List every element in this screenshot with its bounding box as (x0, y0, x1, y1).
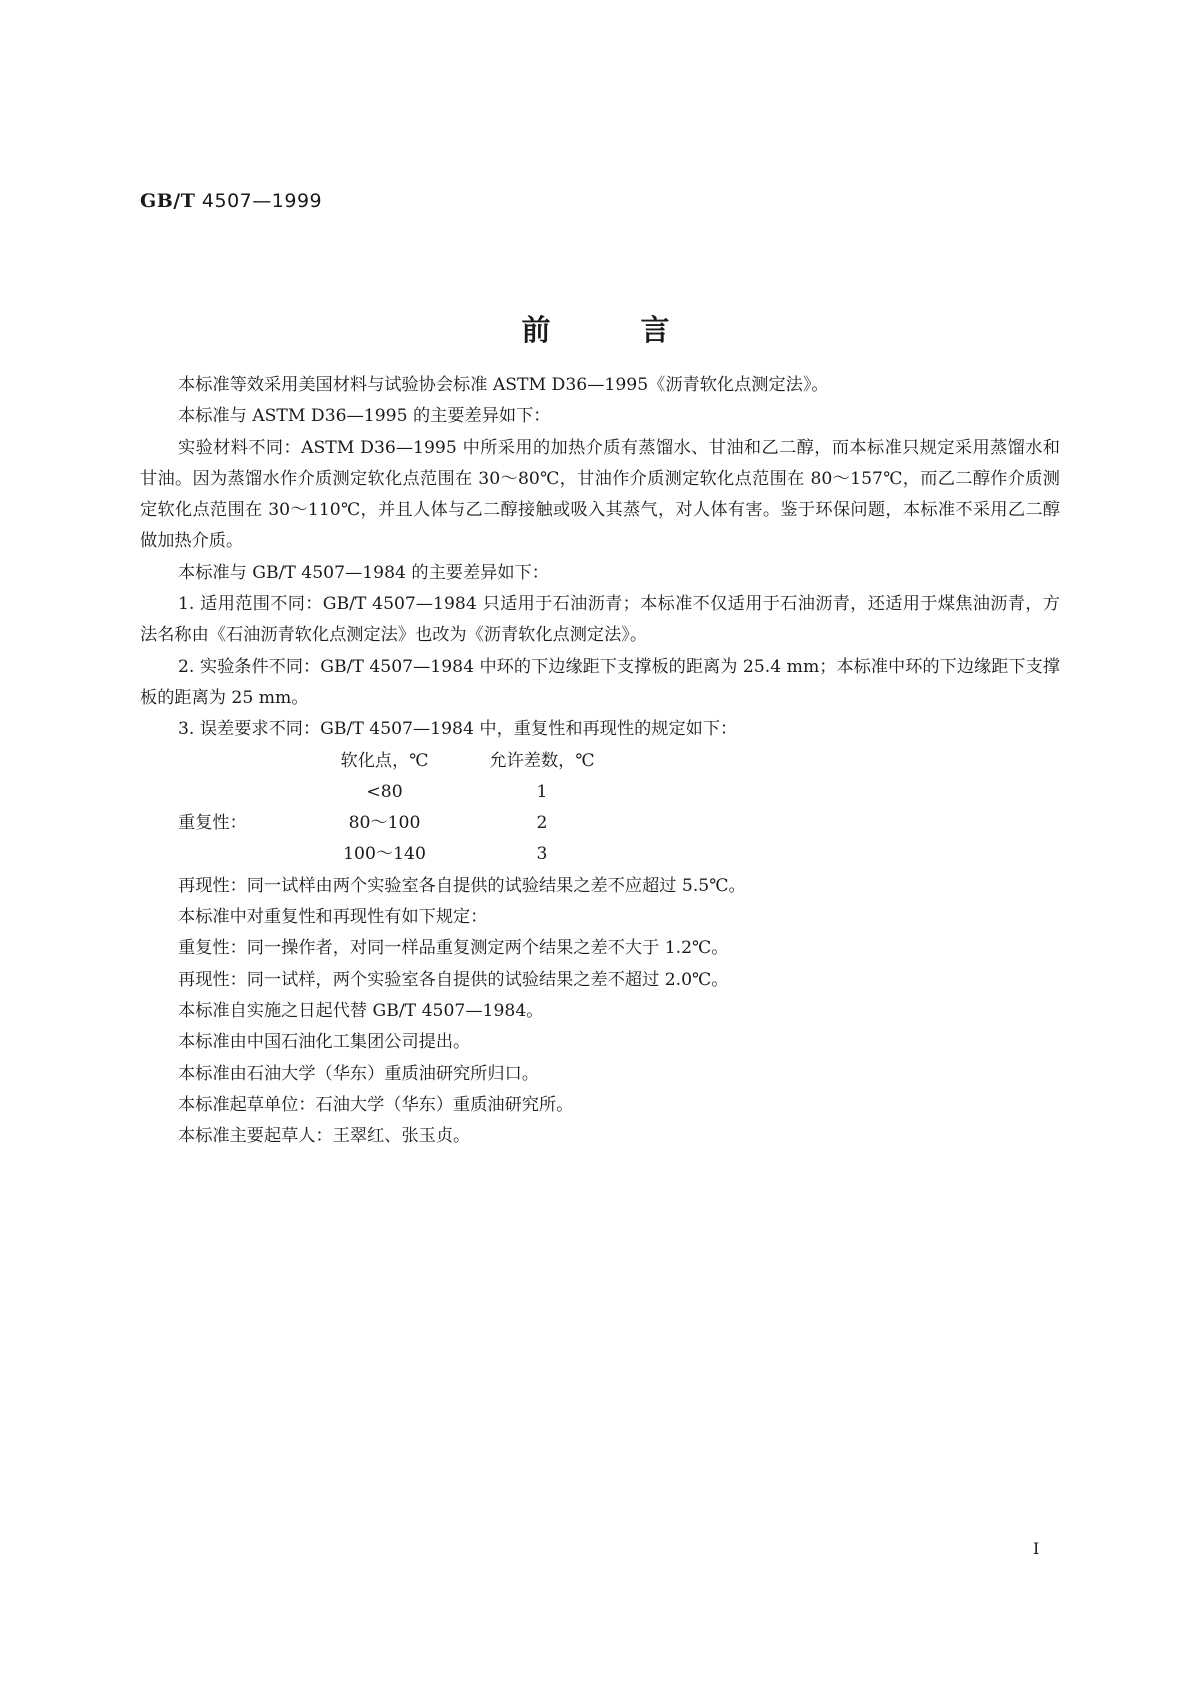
table-row (140, 777, 617, 808)
tolerance-table (140, 746, 617, 871)
page-title: 前言 (521, 313, 760, 347)
paragraph: 再现性：同一试样，两个实验室各自提供的试验结果之差不超过 2.0℃。 (178, 969, 729, 990)
table-row (140, 839, 617, 870)
column-header-tolerance: 允许差数，℃ (489, 750, 595, 771)
paragraph: 本标准自实施之日起代替 GB/T 4507—1984。 (178, 1000, 544, 1021)
paragraph: 再现性：同一试样由两个实验室各自提供的试验结果之差不应超过 5.5℃。 (178, 875, 746, 896)
document-body (140, 370, 1060, 1152)
column-header-softening-point: 软化点，℃ (340, 750, 429, 771)
standard-number: 4507—1999 (201, 190, 323, 212)
tolerance-cell: 2 (536, 813, 548, 834)
range-cell: 100～140 (343, 844, 426, 865)
repeatability-label: 重复性： (178, 813, 247, 834)
paragraph: 本标准由中国石油化工集团公司提出。 (178, 1032, 471, 1053)
range-cell: 80～100 (348, 813, 421, 834)
tolerance-cell: 1 (536, 781, 548, 802)
table-row (140, 808, 617, 839)
paragraph: 本标准起草单位：石油大学（华东）重质油研究所。 (178, 1094, 574, 1115)
standard-code: GB/T (140, 190, 196, 212)
page-number: I (1033, 1539, 1040, 1558)
paragraph: 本标准中对重复性和再现性有如下规定： (178, 907, 488, 928)
range-cell: <80 (366, 781, 403, 802)
paragraph: 重复性：同一操作者，对同一样品重复测定两个结果之差不大于 1.2℃。 (178, 938, 729, 959)
standard-code-header (140, 190, 322, 212)
tolerance-cell: 3 (536, 844, 548, 865)
paragraph: 2. 实验条件不同：GB/T 4507—1984 中环的下边缘距下支撑板的距离为 25.4 mm；本标准中环的下边缘距下支撑板的距离为 25 mm。 (140, 656, 1060, 708)
paragraph: 本标准由石油大学（华东）重质油研究所归口。 (178, 1063, 539, 1084)
paragraph: 本标准主要起草人：王翠红、张玉贞。 (178, 1126, 471, 1147)
paragraph: 本标准与 ASTM D36—1995 的主要差异如下： (178, 406, 551, 427)
table-header-row (140, 746, 617, 777)
paragraph: 1. 适用范围不同：GB/T 4507—1984 只适用于石油沥青；本标准不仅适用于石油沥青，还适用于煤焦油沥青，方法名称由《石油沥青软化点测定法》也改为《沥青软化点测定法》。 (140, 594, 1060, 646)
paragraph: 3. 误差要求不同：GB/T 4507—1984 中，重复性和再现性的规定如下： (178, 719, 738, 740)
paragraph: 本标准等效采用美国材料与试验协会标准 ASTM D36—1995《沥青软化点测定法》。 (178, 375, 829, 395)
paragraph: 本标准与 GB/T 4507—1984 的主要差异如下： (178, 562, 549, 583)
paragraph: 实验材料不同：ASTM D36—1995 中所采用的加热介质有蒸馏水、甘油和乙二醇，而本标准只规定采用蒸馏水和甘油。因为蒸馏水作介质测定软化点范围在 30～80℃，甘油作介质测定软化点范围在 80～157℃，而乙二醇作介质测定软化点范围在 30～110℃，并且人体与乙二醇接触或吸入其蒸气，对人体有害。鉴于环保问题，本标准不采用乙二醇做加热介质。 (140, 437, 1060, 552)
